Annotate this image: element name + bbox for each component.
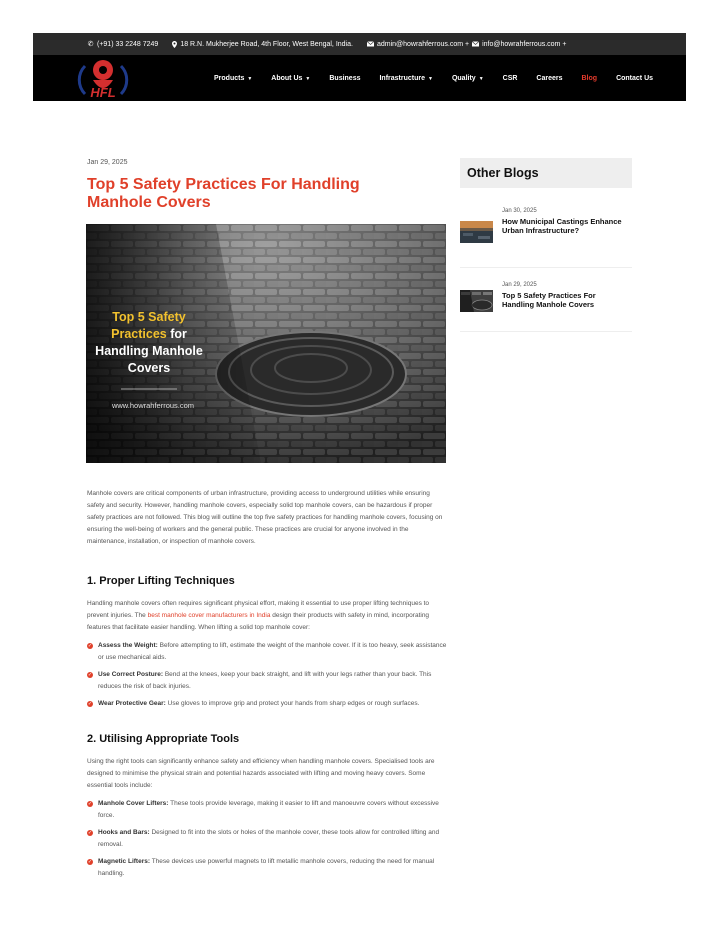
email-text-1: admin@howrahferrous.com + <box>376 40 470 48</box>
check-circle-icon: ✓ <box>87 859 93 865</box>
section1-heading: 1. Proper Lifting Techniques <box>87 575 235 587</box>
envelope-icon <box>367 41 374 47</box>
caret-down-icon: ▼ <box>428 75 433 82</box>
envelope-icon <box>472 41 479 47</box>
post-date: Jan 30, 2025 <box>502 208 537 214</box>
bullet-item: ✓ Assess the Weight: Before attempting to lift, estimate the weight of the manhole cover. If it is too heavy, seek assistance or use mechanical aids. <box>87 642 447 661</box>
article-hero-image <box>86 224 446 463</box>
post-thumbnail[interactable] <box>460 221 493 243</box>
section2-paragraph: Using the right tools can significantly enhance safety and efficiency when handling manhole covers. Specialised tools are designed to minimise the physical strain and potential hazards associated with lifting and moving heavy covers. Some essential tools include: <box>87 758 435 789</box>
nav-contact-us[interactable]: Contact Us <box>616 74 654 82</box>
caret-down-icon: ▼ <box>247 75 253 82</box>
sidebar <box>460 158 632 309</box>
sidebar-heading: Other Blogs <box>460 158 632 188</box>
nav-careers[interactable]: Careers <box>536 74 563 82</box>
svg-text:HFL: HFL <box>90 85 116 100</box>
phone-text: (+91) 33 2248 7249 <box>97 40 159 48</box>
article-body <box>87 488 447 880</box>
bullet-item: ✓ Magnetic Lifters: These devices use powerful magnets to lift metallic manhole covers, reducing the need for manual handling. <box>87 858 435 877</box>
section1-paragraph: Handling manhole covers often requires significant physical effort, making it essential to use proper lifting techniques to prevent injuries. The best manhole cover manufacturers in India design their products with safety in mind, incorporating features that facilitate easier handling. When lifting a solid top manhole cover: <box>87 600 430 631</box>
email-text-2: info@howrahferrous.com + <box>482 40 567 48</box>
hero-line3: Handling Manhole <box>95 344 203 358</box>
hero-url: www.howrahferrous.com <box>111 401 195 410</box>
bullet-item: ✓ Hooks and Bars: Designed to fit into the slots or holes of the manhole cover, these tools allow for controlled lifting and removal. <box>87 829 440 848</box>
hero-line2b: for <box>166 327 187 341</box>
primary-nav <box>214 55 672 101</box>
caret-down-icon: ▼ <box>478 75 484 82</box>
caret-down-icon: ▼ <box>305 75 311 82</box>
bullet-item: ✓ Use Correct Posture: Bend at the knees, keep your back straight, and lift with your legs rather than your back. This reduces the risk of back injuries. <box>87 671 432 690</box>
bullet-item: ✓ Manhole Cover Lifters: These tools provide leverage, making it easier to lift and manoeuvre covers without excessive force. <box>87 800 439 819</box>
phone-icon: ✆ <box>87 40 94 48</box>
post-thumbnail[interactable] <box>460 290 493 312</box>
email-contact[interactable] <box>367 41 566 48</box>
hfl-logo[interactable] <box>77 56 129 100</box>
top-info-bar <box>33 33 686 55</box>
sidebar-divider <box>460 267 632 268</box>
intro-paragraph: Manhole covers are critical components of urban infrastructure, providing access to underground utilities while ensuring safety and security. However, handling manhole covers, especially solid top manhole covers, can be hazardous if proper safety practices are not followed. This blog will outline the top five safety practices for handling manhole covers, focusing on ensuring the well-being of workers and the general public. These practices are crucial for anyone involved in the maintenance, installation, or inspection of manhole covers. <box>87 490 443 545</box>
nav-infrastructure[interactable]: Infrastructure ▼ <box>379 74 433 82</box>
manufacturers-link[interactable]: best manhole cover manufacturers in India <box>147 612 271 619</box>
section2-heading: 2. Utilising Appropriate Tools <box>87 733 240 745</box>
article-date: Jan 29, 2025 <box>87 159 128 166</box>
check-circle-icon: ✓ <box>87 801 93 807</box>
nav-quality[interactable]: Quality ▼ <box>451 74 484 82</box>
map-marker-icon <box>172 41 177 48</box>
nav-business[interactable]: Business <box>329 74 361 82</box>
post-date: Jan 29, 2025 <box>502 282 537 288</box>
check-circle-icon: ✓ <box>87 701 93 707</box>
check-circle-icon: ✓ <box>87 643 93 649</box>
nav-blog[interactable]: Blog <box>581 74 598 82</box>
check-circle-icon: ✓ <box>87 830 93 836</box>
svg-text:Practices for <box>111 327 187 341</box>
address-text: 18 R.N. Mukherjee Road, 4th Floor, West Bengal, India. <box>180 40 353 48</box>
nav-csr[interactable]: CSR <box>502 74 518 82</box>
article-title: Top 5 Safety Practices For Handling Manhole Covers <box>87 176 360 211</box>
main-navbar <box>33 55 686 101</box>
post-title[interactable]: How Municipal Castings Enhance Urban Infrastructure? <box>502 217 622 235</box>
nav-about-us[interactable]: About Us ▼ <box>271 74 311 82</box>
hero-line2a: Practices <box>111 327 167 341</box>
post-title[interactable]: Top 5 Safety Practices For Handling Manhole Covers <box>502 291 596 309</box>
nav-products[interactable]: Products ▼ <box>214 74 253 82</box>
address-contact <box>172 41 353 48</box>
phone-contact[interactable] <box>87 41 158 48</box>
sidebar-divider <box>460 331 632 332</box>
bullet-item: ✓ Wear Protective Gear: Use gloves to improve grip and protect your hands from sharp edges or rough surfaces. <box>87 700 420 707</box>
check-circle-icon: ✓ <box>87 672 93 678</box>
hero-line1: Top 5 Safety <box>112 310 186 324</box>
hero-line4: Covers <box>127 361 171 375</box>
